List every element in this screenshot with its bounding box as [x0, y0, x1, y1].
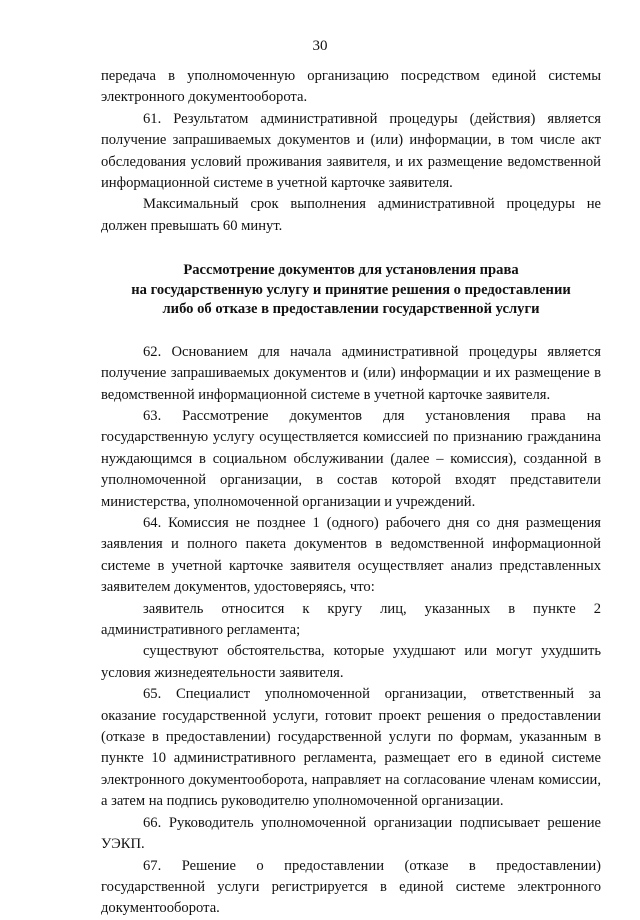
paragraph-67: 67. Решение о предоставлении (отказе в предоставлении) государственной услуги регистрируется в единой системе электронного документооборота.	[101, 857, 601, 917]
paragraph-61-deadline: Максимальный срок выполнения административной процедуры не должен превышать 60 минут.	[101, 196, 601, 234]
paragraph-66: 66. Руководитель уполномоченной организации подписывает решение УЭКП.	[101, 814, 601, 853]
paragraph-61: 61. Результатом административной процедуры (действия) является получение запрашиваемых документов и (или) информации, в том числе акт обследования условий проживания заявителя, и их размещение ведомственной информационной системе в учетной карточке заявителя.	[101, 110, 601, 192]
paragraph-64-item-2: существуют обстоятельства, которые ухудшают или могут ухудшить условия жизнедеятельности заявителя.	[101, 643, 601, 681]
paragraph-continuation: передача в уполномоченную организацию посредством единой системы электронного документооборота.	[101, 68, 601, 106]
section-heading-line-3: либо об отказе в предоставлении государственной услуги	[162, 301, 540, 318]
page-number: 30	[312, 38, 328, 54]
paragraph-65: 65. Специалист уполномоченной организации, ответственный за оказание государственной услуги, готовит проект решения о предоставлении (отказе в предоставлении) государственной услуги по формам, указанным в пункте 10 административного регламента, размещает его в единой системе электронного документооборота, направляет на согласование членам комиссии, а затем на подпись руководителю уполномоченной организации.	[101, 686, 601, 810]
section-heading-line-1: Рассмотрение документов для установления права	[183, 262, 519, 279]
section-heading	[101, 261, 601, 320]
paragraph-62: 62. Основанием для начала административной процедуры является получение запрашиваемых документов и (или) информации и их размещение в ведомственной информационной системе в учетной карточке заявителя.	[101, 343, 601, 403]
paragraph-64-item-1: заявитель относится к кругу лиц, указанных в пункте 2 административного регламента;	[101, 600, 601, 639]
section-heading-line-2: на государственную услугу и принятие решения о предоставлении	[131, 281, 571, 298]
paragraph-63: 63. Рассмотрение документов для установления права на государственную услугу осуществляется комиссией по признанию гражданина нуждающимся в социальном обслуживании (далее – комиссия), созданной в уполномоченной организации, в состав которой входят представители министерства, уполномоченной организации и учреждений.	[101, 407, 601, 510]
document-body	[101, 66, 601, 920]
paragraph-64: 64. Комиссия не позднее 1 (одного) рабочего дня со дня размещения заявления и полного пакета документов в ведомственной информационной системе в учетной карточке заявителя осуществляет анализ представленных заявителем документов, удостоверяясь, что:	[101, 515, 601, 596]
